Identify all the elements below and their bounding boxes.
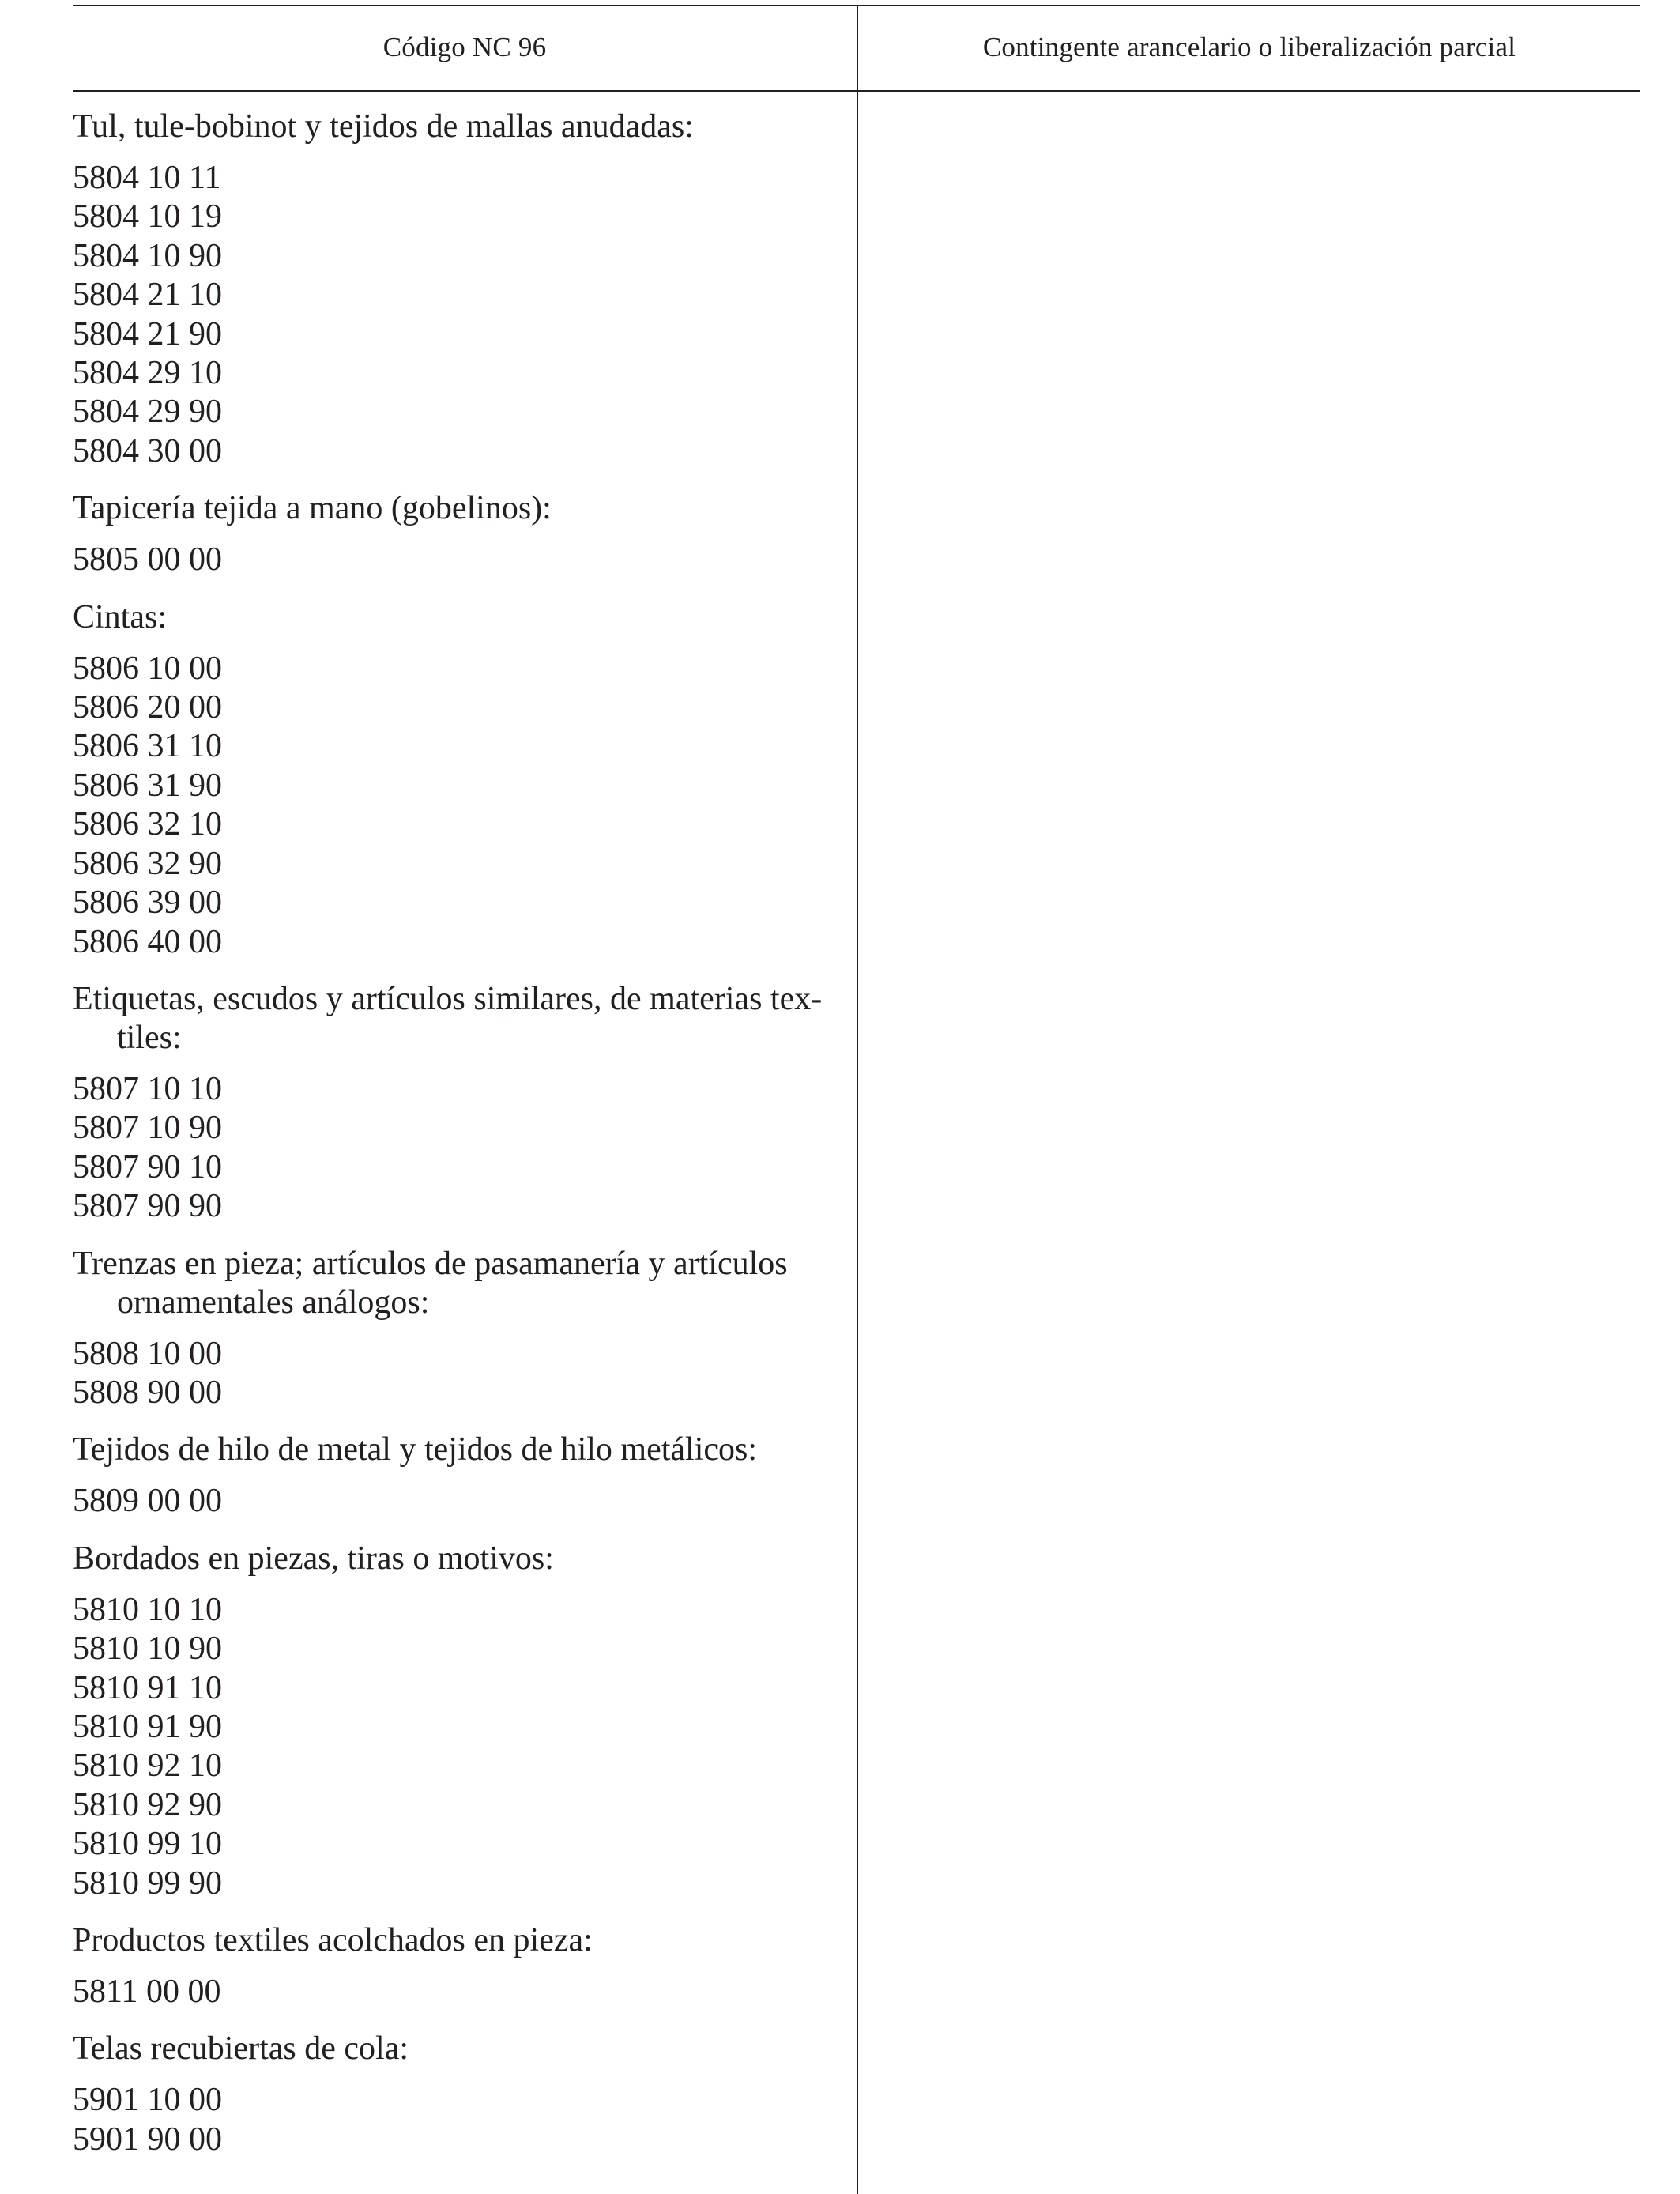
nc-code: 5804 21 10 bbox=[73, 277, 222, 314]
nc-code: 5810 92 90 bbox=[73, 1786, 222, 1823]
nc-code: 5804 10 90 bbox=[73, 237, 222, 274]
nc-code: 5808 90 00 bbox=[73, 1374, 222, 1411]
code-list bbox=[73, 1335, 847, 1413]
nc-code: 5804 29 90 bbox=[73, 394, 222, 431]
column-header-quota: Contingente arancelario o liberalización parcial bbox=[982, 32, 1516, 62]
group-heading: Etiquetas, escudos y artículos similares, de materias tex-tiles: bbox=[73, 980, 823, 1056]
nc-code: 5806 32 90 bbox=[73, 845, 222, 882]
nc-code: 5804 21 90 bbox=[73, 315, 222, 352]
nc-code: 5804 10 19 bbox=[73, 198, 222, 236]
nc-code: 5808 10 00 bbox=[73, 1335, 222, 1372]
nc-code: 5901 90 00 bbox=[73, 2120, 222, 2158]
nc-code: 5806 31 90 bbox=[73, 767, 222, 804]
group-heading: Cintas: bbox=[73, 598, 168, 635]
nc-code: 5810 99 90 bbox=[73, 1864, 222, 1902]
nc-code: 5804 10 11 bbox=[73, 160, 221, 196]
code-list bbox=[73, 650, 847, 962]
code-list bbox=[73, 1070, 847, 1227]
group-heading: Bordados en piezas, tiras o motivos: bbox=[73, 1540, 554, 1577]
group-heading: Productos textiles acolchados en pieza: bbox=[73, 1922, 593, 1958]
nc-code: 5807 90 90 bbox=[73, 1188, 222, 1225]
column-divider bbox=[857, 5, 858, 2194]
group-heading: Telas recubiertas de cola: bbox=[73, 2030, 409, 2068]
nc-code: 5806 40 00 bbox=[73, 923, 222, 960]
nc-code: 5806 31 10 bbox=[73, 728, 222, 765]
code-list bbox=[73, 1973, 847, 2011]
nc-code: 5806 20 00 bbox=[73, 689, 222, 726]
nc-code: 5807 10 90 bbox=[73, 1110, 222, 1147]
nc-code: 5806 32 10 bbox=[73, 806, 222, 843]
nc-code: 5806 10 00 bbox=[73, 650, 222, 687]
nc-code: 5901 10 00 bbox=[73, 2082, 222, 2119]
code-list bbox=[73, 541, 847, 579]
group-heading: Tapicería tejida a mano (gobelinos): bbox=[73, 490, 552, 527]
group-heading: Tul, tule-bobinot y tejidos de mallas anudadas: bbox=[73, 108, 694, 145]
code-list bbox=[73, 1482, 847, 1521]
nc-code: 5809 00 00 bbox=[73, 1483, 222, 1520]
code-list bbox=[73, 159, 847, 471]
nc-code: 5805 00 00 bbox=[73, 541, 222, 579]
nc-code: 5804 29 10 bbox=[73, 355, 222, 392]
nc-code: 5804 30 00 bbox=[73, 432, 222, 469]
nc-code: 5810 92 10 bbox=[73, 1747, 222, 1785]
code-column bbox=[73, 107, 847, 2159]
code-list bbox=[73, 2081, 847, 2159]
group-heading: Tejidos de hilo de metal y tejidos de hilo metálicos: bbox=[73, 1431, 758, 1468]
code-list bbox=[73, 1591, 847, 1903]
nc-code: 5807 90 10 bbox=[73, 1148, 222, 1186]
nc-code: 5810 91 90 bbox=[73, 1708, 222, 1745]
nc-code: 5806 39 00 bbox=[73, 884, 222, 922]
nc-code: 5807 10 10 bbox=[73, 1070, 222, 1107]
group-heading: Trenzas en pieza; artículos de pasamanería y artículos ornamentales análogos: bbox=[73, 1245, 788, 1321]
nc-code: 5810 99 10 bbox=[73, 1826, 222, 1863]
nc-code: 5810 10 10 bbox=[73, 1591, 222, 1628]
nc-code: 5810 10 90 bbox=[73, 1630, 222, 1668]
nc-code: 5810 91 10 bbox=[73, 1669, 222, 1706]
column-header-code: Código NC 96 bbox=[382, 32, 547, 62]
nc-code: 5811 00 00 bbox=[73, 1973, 221, 2010]
